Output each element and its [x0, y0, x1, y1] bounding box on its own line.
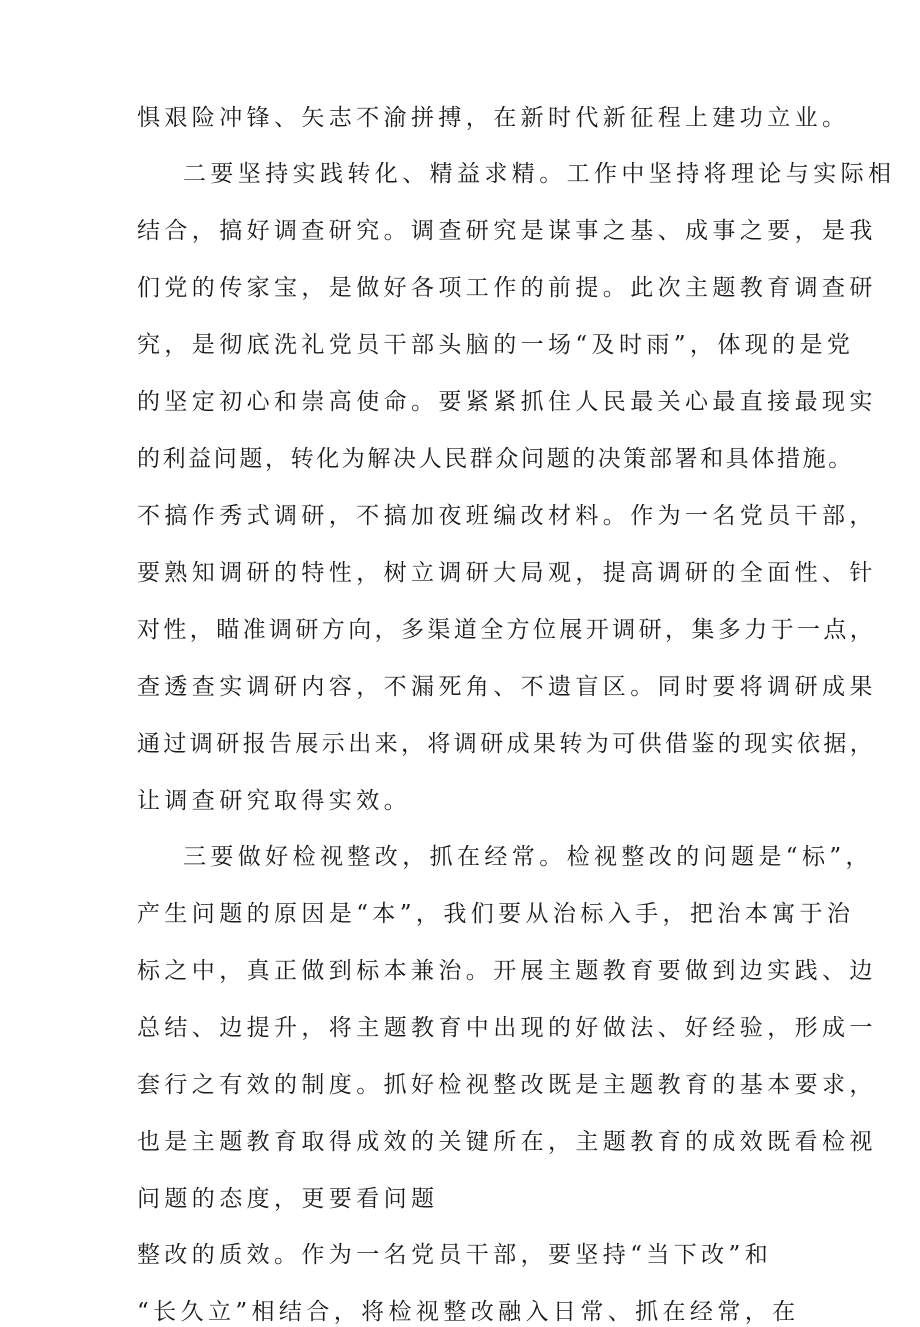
text-line: 问题的态度，更要看问题: [137, 1186, 439, 1212]
text-line: 整改的质效。作为一名党员干部，要坚持“当下改”和: [137, 1242, 773, 1268]
text-line: 们党的传家宝，是做好各项工作的前提。此次主题教育调查研: [137, 275, 877, 301]
text-line: 的利益问题，转化为解决人民群众问题的决策部署和具体措施。: [137, 446, 854, 472]
text-line: 究，是彻底洗礼党员干部头脑的一场“及时雨”，体现的是党: [137, 332, 855, 358]
text-line: 产生问题的原因是“本”，我们要从治标入手，把治本寓于治: [137, 901, 855, 927]
paragraph-3-first-line: 三要做好检视整改，抓在经常。检视整改的问题是“标”，: [183, 844, 873, 870]
text-line: 结合，搞好调查研究。调查研究是谋事之基、成事之要，是我: [137, 218, 877, 244]
text-line: “长久立”相结合，将检视整改融入日常、抓在经常，在: [137, 1299, 800, 1325]
text-line: 让调查研究取得实效。: [137, 788, 411, 814]
text-line: 惧艰险冲锋、矢志不渝拼搏，在新时代新征程上建功立业。: [137, 105, 850, 131]
text-line: 要熟知调研的特性，树立调研大局观，提高调研的全面性、针: [137, 560, 877, 586]
text-line: 的坚定初心和崇高使命。要紧紧抓住人民最关心最直接最现实: [137, 389, 877, 415]
text-line: 通过调研报告展示出来，将调研成果转为可供借鉴的现实依据，: [137, 731, 877, 757]
paragraph-2-first-line: 二要坚持实践转化、精益求精。工作中坚持将理论与实际相: [183, 161, 896, 187]
text-line: 标之中，真正做到标本兼治。开展主题教育要做到边实践、边: [137, 958, 877, 984]
text-line: 查透查实调研内容，不漏死角、不遗盲区。同时要将调研成果: [137, 674, 877, 700]
text-line: 也是主题教育取得成效的关键所在，主题教育的成效既看检视: [137, 1129, 877, 1155]
text-line: 不搞作秀式调研，不搞加夜班编改材料。作为一名党员干部，: [137, 503, 877, 529]
text-line: 总结、边提升，将主题教育中出现的好做法、好经验，形成一: [137, 1015, 877, 1041]
text-line: 对性，瞄准调研方向，多渠道全方位展开调研，集多力于一点，: [137, 617, 877, 643]
text-line: 套行之有效的制度。抓好检视整改既是主题教育的基本要求，: [137, 1072, 877, 1098]
